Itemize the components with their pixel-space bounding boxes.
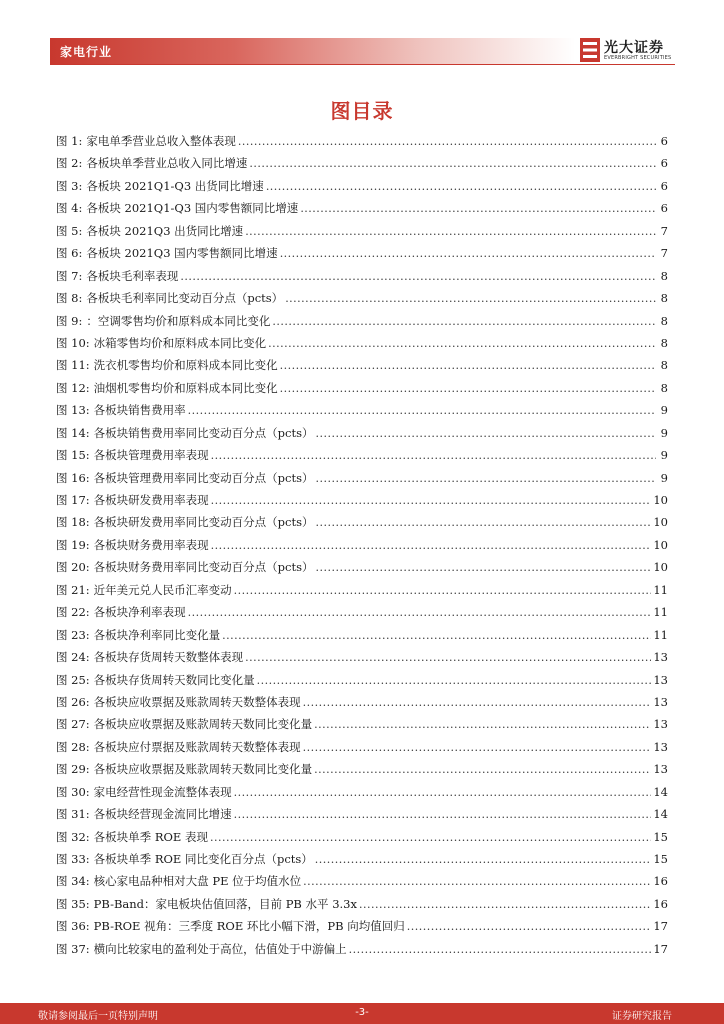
toc-entry-leader — [188, 602, 652, 623]
brand-name-en: EVERBRIGHT SECURITIES — [604, 55, 672, 61]
toc-entry-page: 13 — [653, 650, 668, 665]
toc-entry-label: 图 37: — [56, 941, 90, 956]
toc-entry-leader — [316, 557, 652, 578]
toc-entry-label: 图 34: — [56, 874, 90, 889]
toc-entry-label: 图 27: — [56, 717, 90, 732]
toc-entry[interactable] — [56, 601, 668, 623]
toc-entry-title: 各板块应收票据及账款周转天数整体表现 — [93, 694, 301, 709]
toc-entry[interactable] — [56, 938, 668, 960]
toc-entry-page: 9 — [660, 425, 668, 440]
toc-entry[interactable] — [56, 669, 668, 691]
toc-entry-leader — [280, 378, 656, 399]
toc-entry-label: 图 26: — [56, 694, 90, 709]
toc-entry-title: 家电单季营业总收入整体表现 — [86, 134, 236, 148]
toc-entry-page: 14 — [653, 807, 668, 822]
toc-entry-label: 图 22: — [56, 605, 90, 620]
toc-entry[interactable] — [56, 399, 668, 421]
toc-entry-page: 13 — [653, 672, 668, 687]
toc-entry-leader — [303, 692, 652, 713]
toc-entry-page: 17 — [653, 919, 668, 934]
toc-entry-leader — [211, 445, 656, 466]
toc-entry-label: 图 14: — [56, 425, 90, 440]
toc-entry[interactable] — [56, 511, 668, 533]
toc-entry[interactable] — [56, 758, 668, 780]
toc-entry[interactable] — [56, 175, 668, 197]
toc-entry-page: 7 — [660, 246, 668, 261]
toc-entry-label: 图 11: — [56, 358, 90, 373]
toc-entry-leader — [280, 243, 656, 264]
toc-entry[interactable] — [56, 287, 668, 309]
toc-entry-leader — [234, 804, 652, 825]
toc-entry-label: 图 16: — [56, 470, 90, 485]
toc-entry-leader — [180, 266, 656, 287]
toc-entry-label: 图 31: — [56, 807, 90, 822]
toc-entry-label: 图 25: — [56, 672, 90, 687]
toc-entry-label: 图 33: — [56, 852, 90, 866]
toc-entry[interactable] — [56, 691, 668, 713]
toc-entry-title: 各板块 2021Q3 国内零售额同比增速 — [86, 246, 278, 261]
toc-entry[interactable] — [56, 848, 668, 870]
toc-entry-page: 16 — [653, 896, 668, 911]
toc-entry[interactable] — [56, 489, 668, 511]
toc-entry-page: 8 — [660, 291, 668, 306]
toc-entry-page: 8 — [660, 313, 668, 328]
toc-entry[interactable] — [56, 579, 668, 601]
toc-entry-title: 各板块 2021Q1-Q3 国内零售额同比增速 — [86, 201, 299, 216]
toc-entry-title: 各板块应收票据及账款周转天数同比变化量 — [93, 717, 313, 732]
toc-entry-leader — [266, 176, 656, 197]
brand-name-cn: 光大证券 — [604, 40, 664, 56]
toc-entry-page: 15 — [653, 852, 668, 866]
brand-logo-icon — [580, 38, 600, 62]
header-bar — [50, 38, 575, 64]
toc-entry-label: 图 19: — [56, 537, 90, 552]
toc-entry-title: 各板块销售费用率同比变动百分点（pcts） — [93, 425, 314, 440]
toc-entry-title: 各板块毛利率同比变动百分点（pcts） — [86, 291, 284, 306]
toc-entry[interactable] — [56, 467, 668, 489]
toc-entry[interactable] — [56, 556, 668, 578]
toc-entry-leader — [303, 737, 652, 758]
toc-entry-leader — [359, 894, 651, 915]
toc-entry-leader — [238, 131, 656, 152]
toc-entry-label: 图 21: — [56, 582, 90, 597]
toc-entry-title: 核心家电品种相对大盘 PE 位于均值水位 — [93, 874, 302, 889]
toc-entry-title: 各板块销售费用率 — [93, 403, 186, 418]
toc-entry[interactable] — [56, 265, 668, 287]
toc-entry-page: 10 — [653, 493, 668, 507]
toc-entry[interactable] — [56, 377, 668, 399]
toc-entry-leader — [211, 490, 652, 511]
toc-entry-page: 6 — [660, 178, 668, 193]
toc-entry[interactable] — [56, 197, 668, 219]
toc-entry-leader — [257, 670, 652, 691]
toc-entry-page: 8 — [660, 335, 668, 350]
toc-entry-title: 各板块研发费用率同比变动百分点（pcts） — [93, 515, 314, 530]
toc-entry[interactable] — [56, 893, 668, 915]
header-rule — [50, 64, 675, 65]
toc-entry-page: 9 — [660, 470, 668, 485]
toc-entry-title: 各板块经营现金流同比增速 — [93, 807, 232, 822]
toc-entry-title: 各板块单季 ROE 表现 — [93, 829, 208, 844]
toc-entry[interactable] — [56, 826, 668, 848]
toc-entry[interactable] — [56, 870, 668, 892]
toc-entry-leader — [234, 580, 652, 601]
toc-entry-title: 各板块管理费用率同比变动百分点（pcts） — [93, 470, 314, 485]
toc-entry-leader — [303, 871, 651, 892]
toc-entry-page: 10 — [653, 537, 668, 552]
toc-entry-page: 17 — [653, 941, 668, 956]
toc-entry-label: 图 13: — [56, 403, 90, 418]
toc-entry-page: 8 — [660, 380, 668, 395]
toc-entry[interactable] — [56, 152, 668, 174]
toc-entry-page: 16 — [653, 874, 668, 889]
toc-entry-leader — [316, 468, 657, 489]
toc-entry-title: 各板块毛利率表现 — [86, 268, 179, 283]
toc-entry-title: 各板块 2021Q3 出货同比增速 — [86, 223, 244, 238]
toc-entry[interactable] — [56, 534, 668, 556]
toc-entry-label: 图 2: — [56, 156, 83, 171]
toc-entry-title: 冰箱零售均价和原料成本同比变化 — [93, 335, 267, 350]
toc-entry-title: 洗衣机零售均价和原料成本同比变化 — [93, 358, 278, 373]
footer-doc-type: 证券研究报告 — [612, 1011, 672, 1022]
toc-entry-leader — [300, 198, 656, 219]
toc-entry-leader — [285, 288, 656, 309]
toc-entry-leader — [234, 782, 652, 803]
toc-entry-leader — [272, 311, 656, 332]
toc-entry-title: 各板块单季 ROE 同比变化百分点（pcts） — [93, 852, 313, 866]
toc-entry-title: ：空调零售均价和原料成本同比变化 — [86, 313, 271, 328]
toc-entry-leader — [315, 849, 652, 870]
toc-entry[interactable] — [56, 332, 668, 354]
toc-entry-label: 图 29: — [56, 762, 90, 777]
toc-entry-title: 各板块存货周转天数整体表现 — [93, 650, 244, 665]
page-title: 图目录 — [330, 99, 394, 123]
toc-entry-page: 14 — [653, 784, 668, 799]
toc-entry-leader — [222, 625, 651, 646]
toc-entry-page: 13 — [653, 762, 668, 777]
toc-entry[interactable] — [56, 781, 668, 803]
toc-entry-leader — [280, 355, 656, 376]
toc-entry-title: 各板块单季营业总收入同比增速 — [86, 156, 248, 171]
toc-entry-leader — [210, 827, 651, 848]
toc-entry-label: 图 5: — [56, 223, 83, 238]
toc-entry-label: 图 3: — [56, 178, 83, 193]
toc-entry-title: 各板块财务费用率同比变动百分点（pcts） — [93, 560, 314, 575]
toc-entry-label: 图 24: — [56, 650, 90, 665]
toc-entry-title: 近年美元兑人民币汇率变动 — [93, 582, 232, 597]
toc-entry[interactable] — [56, 242, 668, 264]
toc-entry-page: 6 — [660, 134, 668, 148]
toc-entry[interactable] — [56, 220, 668, 242]
toc-entry[interactable] — [56, 803, 668, 825]
toc-entry-leader — [316, 423, 657, 444]
toc-entry[interactable] — [56, 624, 668, 646]
toc-entry-label: 图 28: — [56, 739, 90, 754]
toc-entry-label: 图 4: — [56, 201, 83, 216]
toc-entry-page: 11 — [653, 605, 668, 620]
toc-entry-title: 各板块 2021Q1-Q3 出货同比增速 — [86, 178, 264, 193]
figure-toc — [56, 130, 668, 960]
toc-entry[interactable] — [56, 646, 668, 668]
toc-entry-page: 10 — [653, 515, 668, 530]
toc-entry-title: 各板块财务费用率表现 — [93, 537, 209, 552]
toc-entry-page: 9 — [660, 448, 668, 463]
toc-entry-leader — [188, 400, 656, 421]
toc-entry-title: 油烟机零售均价和原料成本同比变化 — [93, 380, 278, 395]
toc-entry-title: 各板块研发费用率表现 — [93, 493, 209, 507]
toc-entry[interactable] — [56, 444, 668, 466]
toc-entry-leader — [249, 153, 656, 174]
toc-entry[interactable] — [56, 915, 668, 937]
toc-entry-leader — [407, 916, 652, 937]
toc-entry[interactable] — [56, 713, 668, 735]
toc-entry-label: 图 36: — [56, 919, 90, 934]
toc-entry-label: 图 18: — [56, 515, 90, 530]
toc-entry-title: 各板块净利率同比变化量 — [93, 627, 221, 642]
toc-entry-label: 图 35: — [56, 896, 90, 911]
toc-entry-title: 家电经营性现金流整体表现 — [93, 784, 232, 799]
toc-entry-title: PB-ROE 视角：三季度 ROE 环比小幅下滑，PB 向均值回归 — [93, 919, 405, 934]
toc-entry-label: 图 20: — [56, 560, 90, 575]
toc-entry-label: 图 9: — [56, 313, 83, 328]
brand-logo — [580, 38, 680, 64]
toc-entry[interactable] — [56, 354, 668, 376]
toc-entry-page: 8 — [660, 358, 668, 373]
toc-entry-leader — [245, 647, 651, 668]
footer-disclaimer: 敬请参阅最后一页特别声明 — [38, 1011, 158, 1022]
toc-entry-label: 图 23: — [56, 627, 90, 642]
toc-entry-label: 图 10: — [56, 335, 90, 350]
toc-entry-label: 图 15: — [56, 448, 90, 463]
toc-entry-label: 图 1: — [56, 134, 83, 148]
toc-entry-title: 各板块管理费用率表现 — [93, 448, 209, 463]
toc-entry[interactable] — [56, 422, 668, 444]
toc-entry-leader — [245, 221, 656, 242]
toc-entry-page: 11 — [653, 627, 668, 642]
toc-entry-label: 图 6: — [56, 246, 83, 261]
toc-entry-leader — [314, 759, 651, 780]
toc-entry-title: 各板块应收票据及账款周转天数同比变化量 — [93, 762, 313, 777]
toc-entry-page: 13 — [653, 694, 668, 709]
toc-entry-label: 图 12: — [56, 380, 90, 395]
toc-entry[interactable] — [56, 130, 668, 152]
toc-entry-label: 图 30: — [56, 784, 90, 799]
toc-entry-title: PB-Band：家电板块估值回落，目前 PB 水平 3.3x — [93, 896, 357, 911]
toc-entry[interactable] — [56, 310, 668, 332]
toc-entry-title: 各板块应付票据及账款周转天数整体表现 — [93, 739, 301, 754]
toc-entry-page: 15 — [653, 829, 668, 844]
toc-entry-title: 横向比较家电的盈利处于高位，估值处于中游偏上 — [93, 941, 347, 956]
toc-entry-page: 13 — [653, 739, 668, 754]
toc-entry-leader — [349, 939, 652, 960]
toc-entry-page: 7 — [660, 223, 668, 238]
toc-entry-page: 13 — [653, 717, 668, 732]
toc-entry-page: 9 — [660, 403, 668, 418]
toc-entry-page: 8 — [660, 268, 668, 283]
toc-entry-leader — [316, 512, 652, 533]
toc-entry-label: 图 17: — [56, 493, 90, 507]
header-sector: 家电行业 — [60, 45, 113, 59]
toc-entry-title: 各板块存货周转天数同比变化量 — [93, 672, 255, 687]
toc-entry-page: 11 — [653, 582, 668, 597]
toc-entry-page: 6 — [660, 156, 668, 171]
toc-entry-leader — [314, 714, 651, 735]
toc-entry-label: 图 8: — [56, 291, 83, 306]
toc-entry-page: 6 — [660, 201, 668, 216]
footer-page-number: -3- — [355, 1007, 369, 1018]
toc-entry-leader — [211, 535, 652, 556]
toc-entry-leader — [268, 333, 656, 354]
toc-entry-label: 图 7: — [56, 268, 83, 283]
toc-entry[interactable] — [56, 736, 668, 758]
toc-entry-title: 各板块净利率表现 — [93, 605, 186, 620]
toc-entry-label: 图 32: — [56, 829, 90, 844]
toc-entry-page: 10 — [653, 560, 668, 575]
